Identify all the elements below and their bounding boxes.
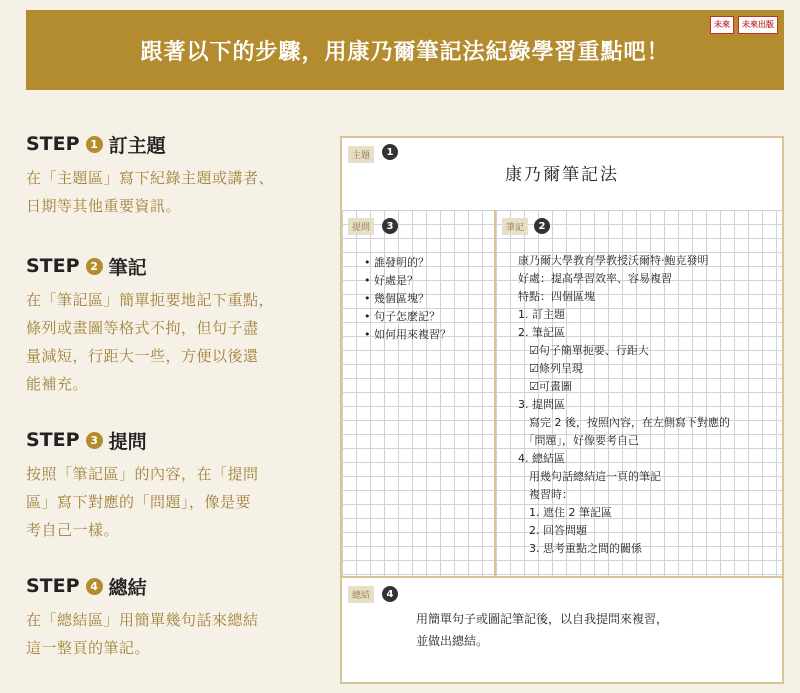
publisher-logos [710, 16, 778, 34]
step-label: STEP [26, 133, 80, 155]
step-description [26, 606, 259, 662]
step-label: STEP [26, 255, 80, 277]
publisher-logo-1: 未來 [710, 16, 734, 34]
note-line: 3. 思考重點之間的關係 [518, 542, 642, 555]
step-title: 訂主題 [108, 134, 166, 157]
step-text-line: 按照「筆記區」的內容，在「提問 [26, 465, 259, 483]
note-line: 2. 回答問題 [518, 524, 587, 537]
step-description [26, 164, 274, 220]
question-list [364, 254, 451, 344]
step-text-line: 在「主題區」寫下紀錄主題或講者、 [26, 169, 275, 187]
step-number-badge: 1 [86, 136, 103, 153]
note-line: 1. 遮住 2 筆記區 [518, 506, 612, 519]
banner-title: 跟著以下的步驟，用康乃爾筆記法紀錄學習重點吧！ [140, 39, 670, 65]
note-line: 特點：四個區塊 [518, 290, 595, 303]
summary-text [416, 608, 668, 652]
cornell-note-sheet [340, 136, 784, 684]
step-heading [26, 252, 274, 280]
step-text-line: 在「總結區」用簡單幾句話來總結 [26, 611, 259, 629]
step-2 [26, 252, 274, 398]
zone-tag: 總結 [348, 586, 374, 603]
step-heading [26, 130, 274, 158]
step-text-line: 能補充。 [26, 375, 89, 393]
header-banner [26, 10, 784, 90]
step-number-badge: 3 [86, 432, 103, 449]
question-item: • 如何用來複習？ [364, 326, 451, 344]
zone-tag: 主題 [348, 146, 374, 163]
zone-number: 2 [534, 218, 550, 234]
step-4 [26, 572, 259, 662]
note-line: 康乃爾大學教育學教授沃爾特·鮑克發明 [518, 254, 709, 267]
note-line: ☑可畫圖 [518, 380, 572, 393]
summary-line: 並做出總結。 [416, 634, 489, 648]
note-title: 康乃爾筆記法 [505, 165, 619, 185]
notes-zone [496, 210, 782, 576]
zone-number: 1 [382, 144, 398, 160]
note-line: 3. 提問區 [518, 398, 565, 411]
question-item: • 幾個區塊？ [364, 290, 451, 308]
step-text-line: 條列或畫圖等格式不拘，但句子盡 [26, 319, 259, 337]
step-heading [26, 572, 259, 600]
question-item: • 句子怎麼記？ [364, 308, 451, 326]
note-line: 好處：提高學習效率、容易複習 [518, 272, 672, 285]
note-line: 「問題」，好像要考自己 [518, 434, 639, 447]
note-line: 複習時： [518, 488, 573, 501]
note-line: 寫完 2 後，按照內容，在左側寫下對應的 [518, 416, 730, 429]
summary-zone [342, 576, 782, 684]
note-line: 1. 訂主題 [518, 308, 565, 321]
step-label: STEP [26, 429, 80, 451]
step-description [26, 460, 259, 544]
step-title: 總結 [108, 576, 147, 599]
zone-number: 4 [382, 586, 398, 602]
zone-number: 3 [382, 218, 398, 234]
note-line: 用幾句話總結這一頁的筆記 [518, 470, 661, 483]
note-line: 4. 總結區 [518, 452, 565, 465]
note-line: ☑條列呈現 [518, 362, 583, 375]
step-title: 筆記 [108, 256, 147, 279]
step-text-line: 量減短，行距大一些，方便以後還 [26, 347, 259, 365]
notes-content [518, 252, 730, 558]
step-text-line: 區」寫下對應的「問題」，像是要 [26, 493, 252, 511]
step-number-badge: 4 [86, 578, 103, 595]
step-heading [26, 426, 259, 454]
publisher-logo-2: 未來出版 [738, 16, 778, 34]
step-text-line: 日期等其他重要資訊。 [26, 197, 182, 215]
step-text-line: 考自己一樣。 [26, 521, 120, 539]
title-zone [342, 138, 782, 212]
step-1 [26, 130, 274, 220]
question-item: • 誰發明的？ [364, 254, 451, 272]
zone-tag: 筆記 [502, 218, 528, 235]
step-number-badge: 2 [86, 258, 103, 275]
step-label: STEP [26, 575, 80, 597]
step-description [26, 286, 274, 398]
question-zone [342, 210, 496, 576]
zone-tag: 提問 [348, 218, 374, 235]
step-text-line: 在「筆記區」簡單扼要地記下重點， [26, 291, 275, 309]
step-3 [26, 426, 259, 544]
question-item: • 好處是？ [364, 272, 451, 290]
note-line: 2. 筆記區 [518, 326, 565, 339]
step-text-line: 這一整頁的筆記。 [26, 639, 151, 657]
note-line: ☑句子簡單扼要、行距大 [518, 344, 649, 357]
summary-line: 用簡單句子或圖記筆記後，以自我提問來複習， [416, 612, 669, 626]
step-title: 提問 [108, 430, 147, 453]
